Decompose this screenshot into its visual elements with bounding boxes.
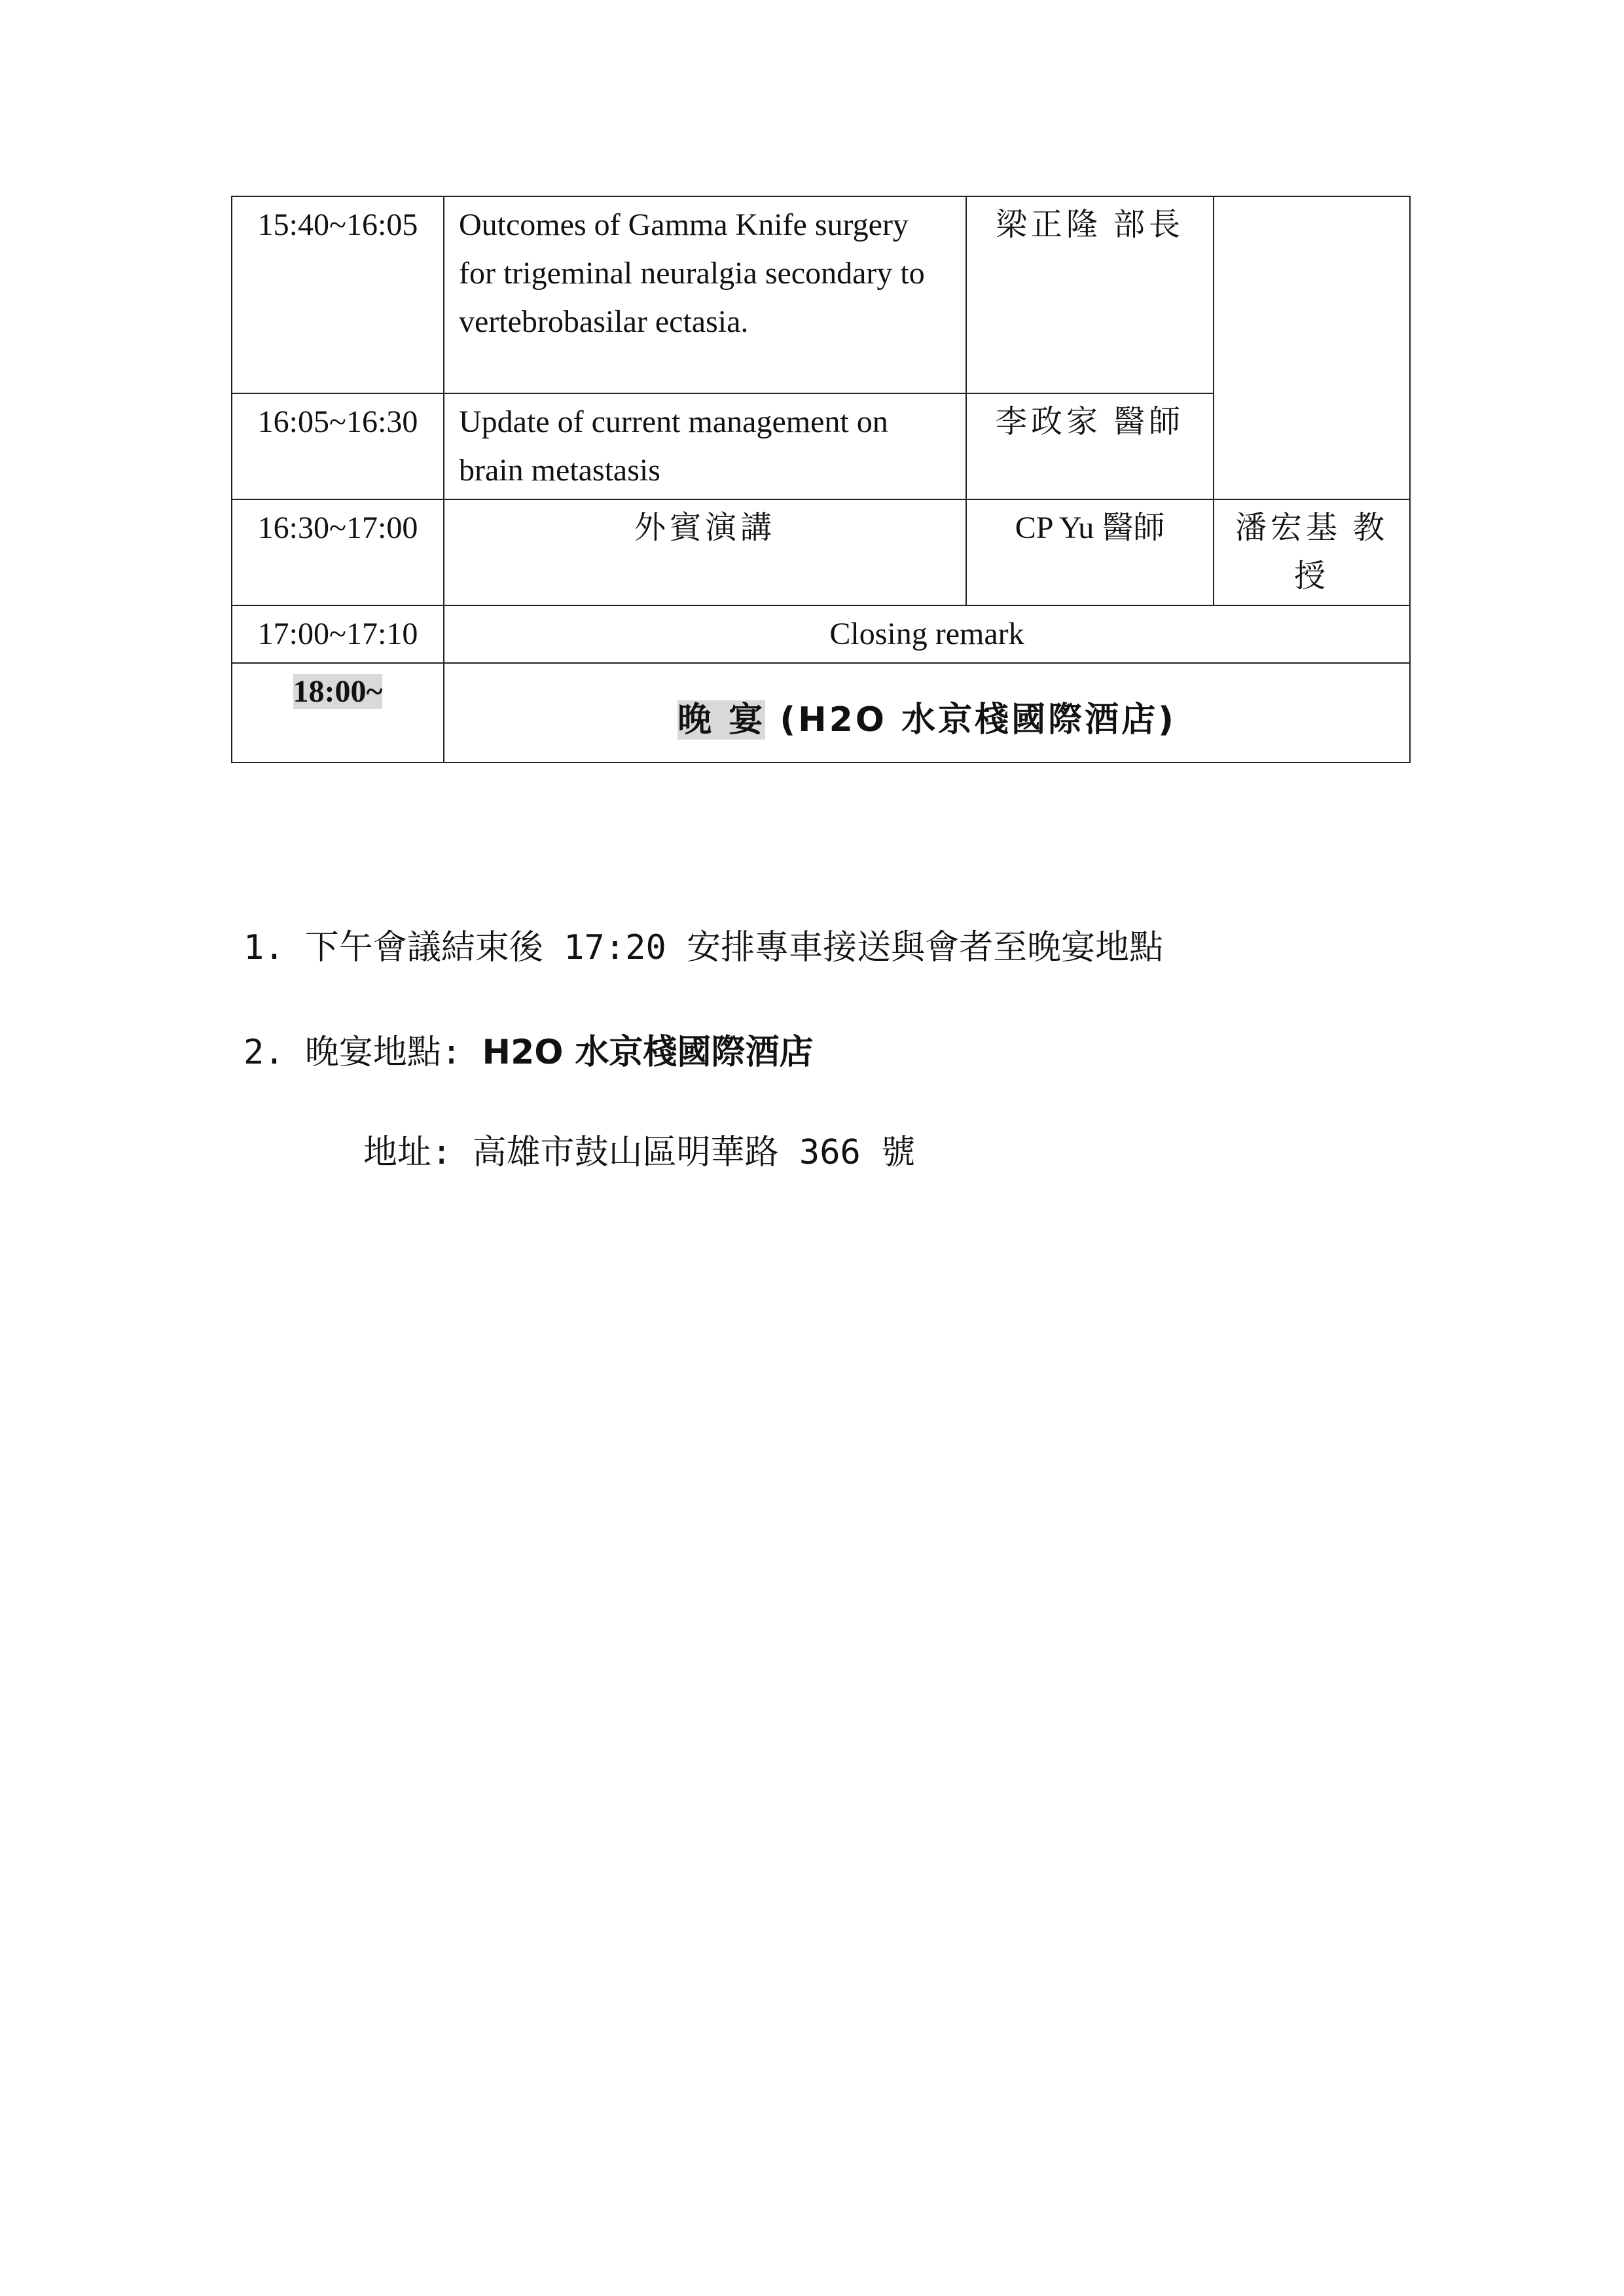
chair-cell [1214,196,1410,499]
table-row [232,196,1410,393]
time-cell: 16:30~17:00 [232,499,444,605]
note-item-2-value: H2O 水京棧國際酒店 [482,1033,814,1072]
speaker-cell: 李政家 醫師 [966,393,1214,499]
topic-cell: Outcomes of Gamma Knife surgery for trigeminal neuralgia secondary to vertebrobasilar ectasia. [444,196,966,393]
dinner-time-label: 18:00~ [293,674,383,709]
time-cell: 16:05~16:30 [232,393,444,499]
time-cell: 15:40~16:05 [232,196,444,393]
topic-cell: Update of current management on brain metastasis [444,393,966,499]
note-item-1: 1. 下午會議結束後 17:20 安排專車接送與會者至晚宴地點 [244,928,1164,967]
time-cell [232,663,444,762]
table-row [232,605,1410,663]
note-item-2-label: 2. 晚宴地點: [244,1033,482,1072]
topic-cell: Closing remark [444,605,1410,663]
time-cell: 17:00~17:10 [232,605,444,663]
note-item-2 [244,1024,814,1073]
chair-cell: 潘宏基 教授 [1214,499,1410,605]
table-row [232,663,1410,762]
dinner-venue: (H2O 水京棧國際酒店) [765,700,1176,740]
speaker-cell: CP Yu 醫師 [966,499,1214,605]
speaker-cell: 梁正隆 部長 [966,196,1214,393]
dinner-cell [444,663,1410,762]
table-row [232,499,1410,605]
dinner-label: 晚 宴 [677,700,766,740]
topic-cell: 外賓演講 [444,499,966,605]
address-line: 地址: 高雄市鼓山區明華路 366 號 [363,1133,916,1172]
schedule-table [231,196,1411,763]
